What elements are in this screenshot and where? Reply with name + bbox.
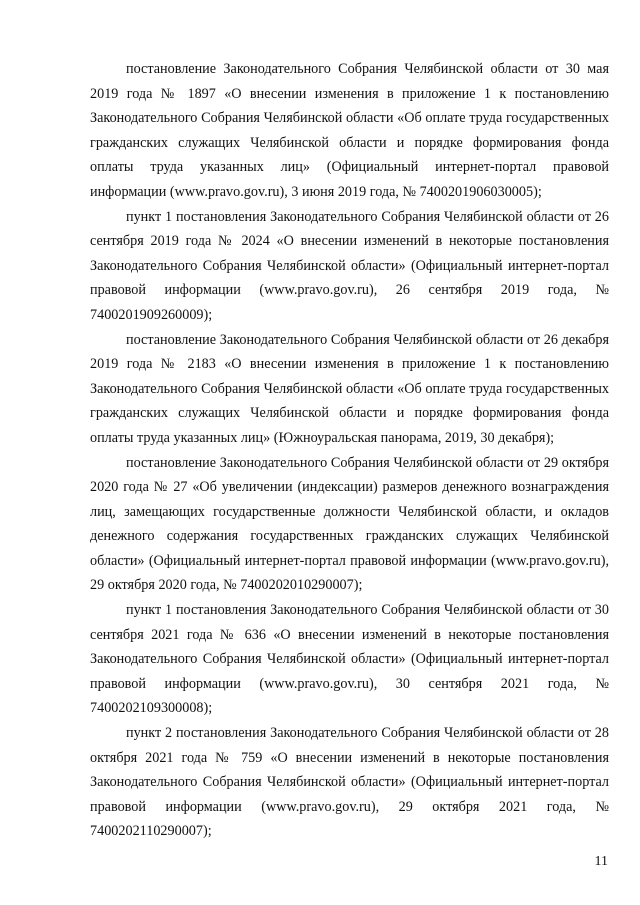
paragraph-resolution-636: пункт 1 постановления Законодательного Собрания Челябинской области от 30 сентября 2021 года № 636 «О внесении изменений в некоторые постановления Законодательного Собрания Челябинской области» (Официальный интернет-портал правовой информации (www.pravo.gov.ru), 30 сентября 2021 года, № 7400202109300008); — [90, 602, 609, 717]
paragraph-resolution-1897: постановление Законодательного Собрания Челябинской области от 30 мая 2019 года № 1897 «О внесении изменения в приложение 1 к постановлению Законодательного Собрания Челябинской области «Об оплате труда государственных гражданских служащих Челябинской области и порядке формирования фонда оплаты труда указанных лиц» (Официальный интернет-портал правовой информации (www.pravo.gov.ru), 3 июня 2019 года, № 7400201906030005); — [90, 61, 609, 200]
paragraph-resolution-2183: постановление Законодательного Собрания Челябинской области от 26 декабря 2019 года № 2183 «О внесении изменения в приложение 1 к постановлению Законодательного Собрания Челябинской области «Об оплате труда государственных гражданских служащих Челябинской области и порядке формирования фонда оплаты труда указанных лиц» (Южноуральская панорама, 2019, 30 декабря); — [90, 331, 609, 446]
paragraph-resolution-2024: пункт 1 постановления Законодательного Собрания Челябинской области от 26 сентября 2019 года № 2024 «О внесении изменений в некоторые постановления Законодательного Собрания Челябинской области» (Официальный интернет-портал правовой информации (www.pravo.gov.ru), 26 сентября 2019 года, № 7400201909260009); — [90, 208, 609, 323]
document-body — [90, 57, 609, 844]
paragraph-resolution-27: постановление Законодательного Собрания Челябинской области от 29 октября 2020 года № 27 «Об увеличении (индексации) размеров денежного вознаграждения лиц, замещающих государственные должности Челябинской области, и окладов денежного содержания государственных гражданских служащих Челябинской области» (Официальный интернет-портал правовой информации (www.pravo.gov.ru), 29 октября 2020 года, № 7400202010290007); — [90, 454, 609, 594]
paragraph-resolution-759: пункт 2 постановления Законодательного Собрания Челябинской области от 28 октября 2021 года № 759 «О внесении изменений в некоторые постановления Законодательного Собрания Челябинской области» (Официальный интернет-портал правовой информации (www.pravo.gov.ru), 29 октября 2021 года, № 7400202110290007); — [90, 725, 609, 840]
page-number: 11 — [594, 854, 608, 869]
